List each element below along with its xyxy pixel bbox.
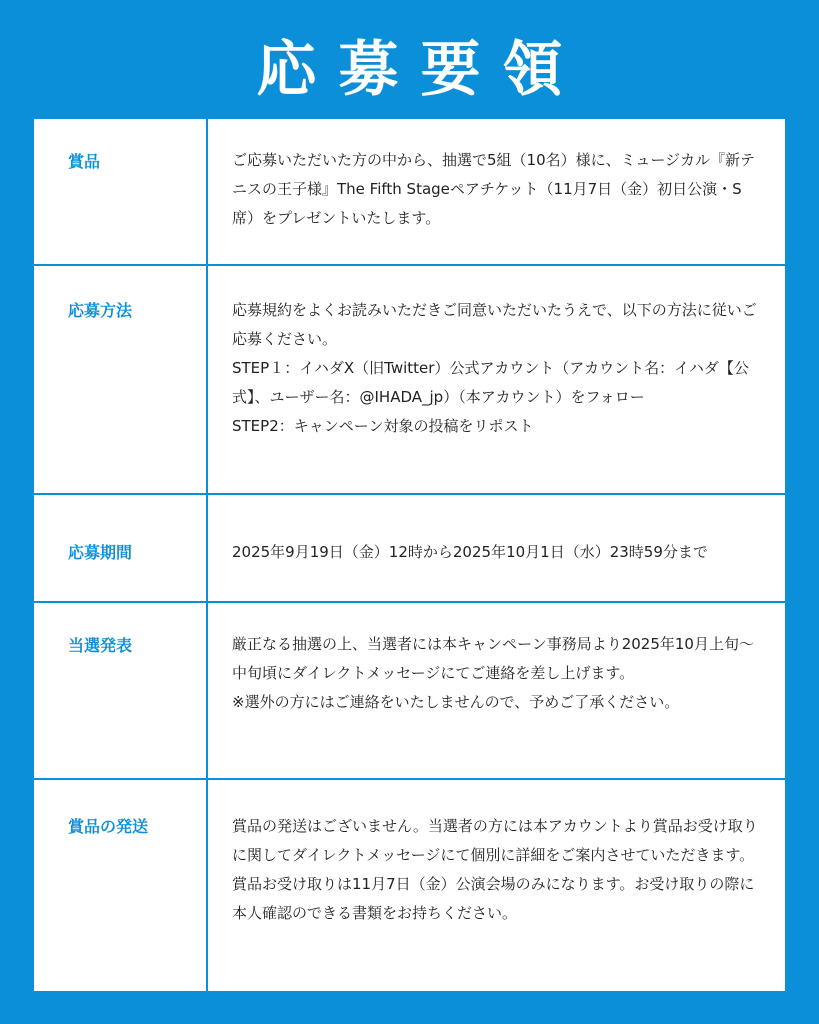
table-row-period: [34, 495, 785, 603]
row-content-announcement: [232, 630, 762, 717]
page-title: 応募要領: [256, 35, 585, 105]
row-content-period: [232, 538, 762, 567]
method-text: 応募規約をよくお読みいただきご同意いただいたうえで、以下の方法に従いご応募ください。: [232, 301, 757, 348]
row-content-shipping: [232, 812, 762, 928]
method-step2: STEP2：キャンペーン対象の投稿をリポスト: [232, 417, 534, 435]
row-label-announcement: 当選発表: [68, 636, 133, 655]
table-row-prize: [34, 119, 785, 266]
row-label-shipping: 賞品の発送: [68, 817, 149, 836]
table-row-method: [34, 266, 785, 495]
shipping-text: 賞品の発送はございません。当選者の方には本アカウントより賞品お受け取りに関してダイレクトメッセージにて個別に詳細をご案内させていただきます。賞品お受け取りは11月7日（金）公演会場のみになります。お受け取りの際に本人確認のできる書類をお持ちください。: [232, 817, 758, 922]
announcement-note: ※選外の方にはご連絡をいたしませんので、予めご了承ください。: [232, 693, 680, 711]
table-row-shipping: [34, 780, 785, 991]
row-label-period: 応募期間: [68, 543, 133, 562]
row-content-method: [232, 296, 762, 441]
info-table: [34, 119, 785, 991]
table-row-announcement: [34, 603, 785, 780]
row-label-prize: 賞品: [68, 152, 101, 171]
row-content-prize: [232, 146, 762, 233]
method-step1: STEP１：イハダX（旧Twitter）公式アカウント（アカウント名：イハダ【公式】、ユーザー名：@IHADA_jp）（本アカウント）をフォロー: [232, 359, 749, 406]
announcement-text: 厳正なる抽選の上、当選者には本キャンペーン事務局より2025年10月上旬～中旬頃にダイレクトメッセージにてご連絡を差し上げます。: [232, 635, 754, 682]
period-text: 2025年9月19日（金）12時から2025年10月1日（水）23時59分まで: [232, 543, 708, 561]
prize-text: ご応募いただいた方の中から、抽選で5組（10名）様に、ミュージカル『新テニスの王子様』The Fifth Stageペアチケット（11月7日（金）初日公演・S席）をプレゼントいたします。: [232, 151, 756, 227]
row-label-method: 応募方法: [68, 301, 133, 320]
